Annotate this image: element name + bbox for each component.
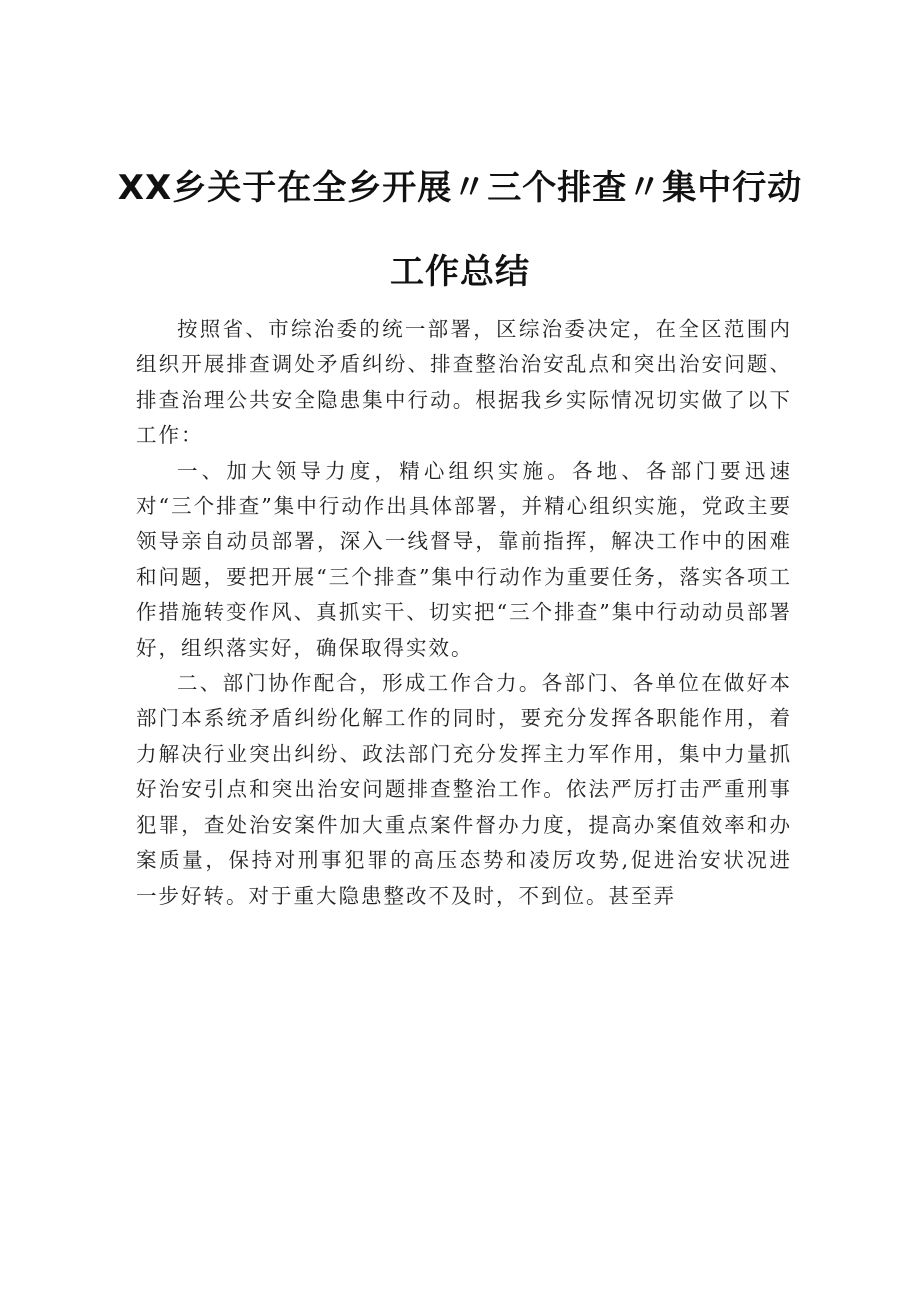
document-body [136, 312, 792, 914]
paragraph-intro: 按照省、市综治委的统一部署，区综治委决定，在全区范围内组织开展排查调处矛盾纠纷、排查整治治安乱点和突出治安问题、排查治理公共安全隐患集中行动。根据我乡实际情况切实做了以下工作： [136, 317, 792, 448]
paragraph-section-2: 二、部门协作配合，形成工作合力。各部门、各单位在做好本部门本系统矛盾纠纷化解工作的同时，要充分发挥各职能作用，着力解决行业突出纠纷、政法部门充分发挥主力军作用，集中力量抓好治安引点和突出治安问题排查整治工作。依法严厉打击严重刑事犯罪，查处治安案件加大重点案件督办力度，提高办案值效率和办案质量，保持对刑事犯罪的高压态势和凌厉攻势,促进治安状况进一步好转。对于重大隐患整改不及时，不到位。甚至弄 [136, 671, 792, 908]
paragraph-section-1: 一、加大领导力度，精心组织实施。各地、各部门要迅速对“三个排查”集中行动作出具体部署，并精心组织实施，党政主要领导亲自动员部署，深入一线督导，靠前指挥，解决工作中的困难和问题，要把开展“三个排查”集中行动作为重要任务，落实各项工作措施转变作风、真抓实干、切实把“三个排查”集中行动动员部署好，组织落实好，确保取得实效。 [136, 458, 792, 660]
document-title-line-1: XX乡关于在全乡开展〃三个排查〃集中行动 [117, 168, 803, 208]
document-title-line-2: 工作总结 [390, 252, 530, 292]
